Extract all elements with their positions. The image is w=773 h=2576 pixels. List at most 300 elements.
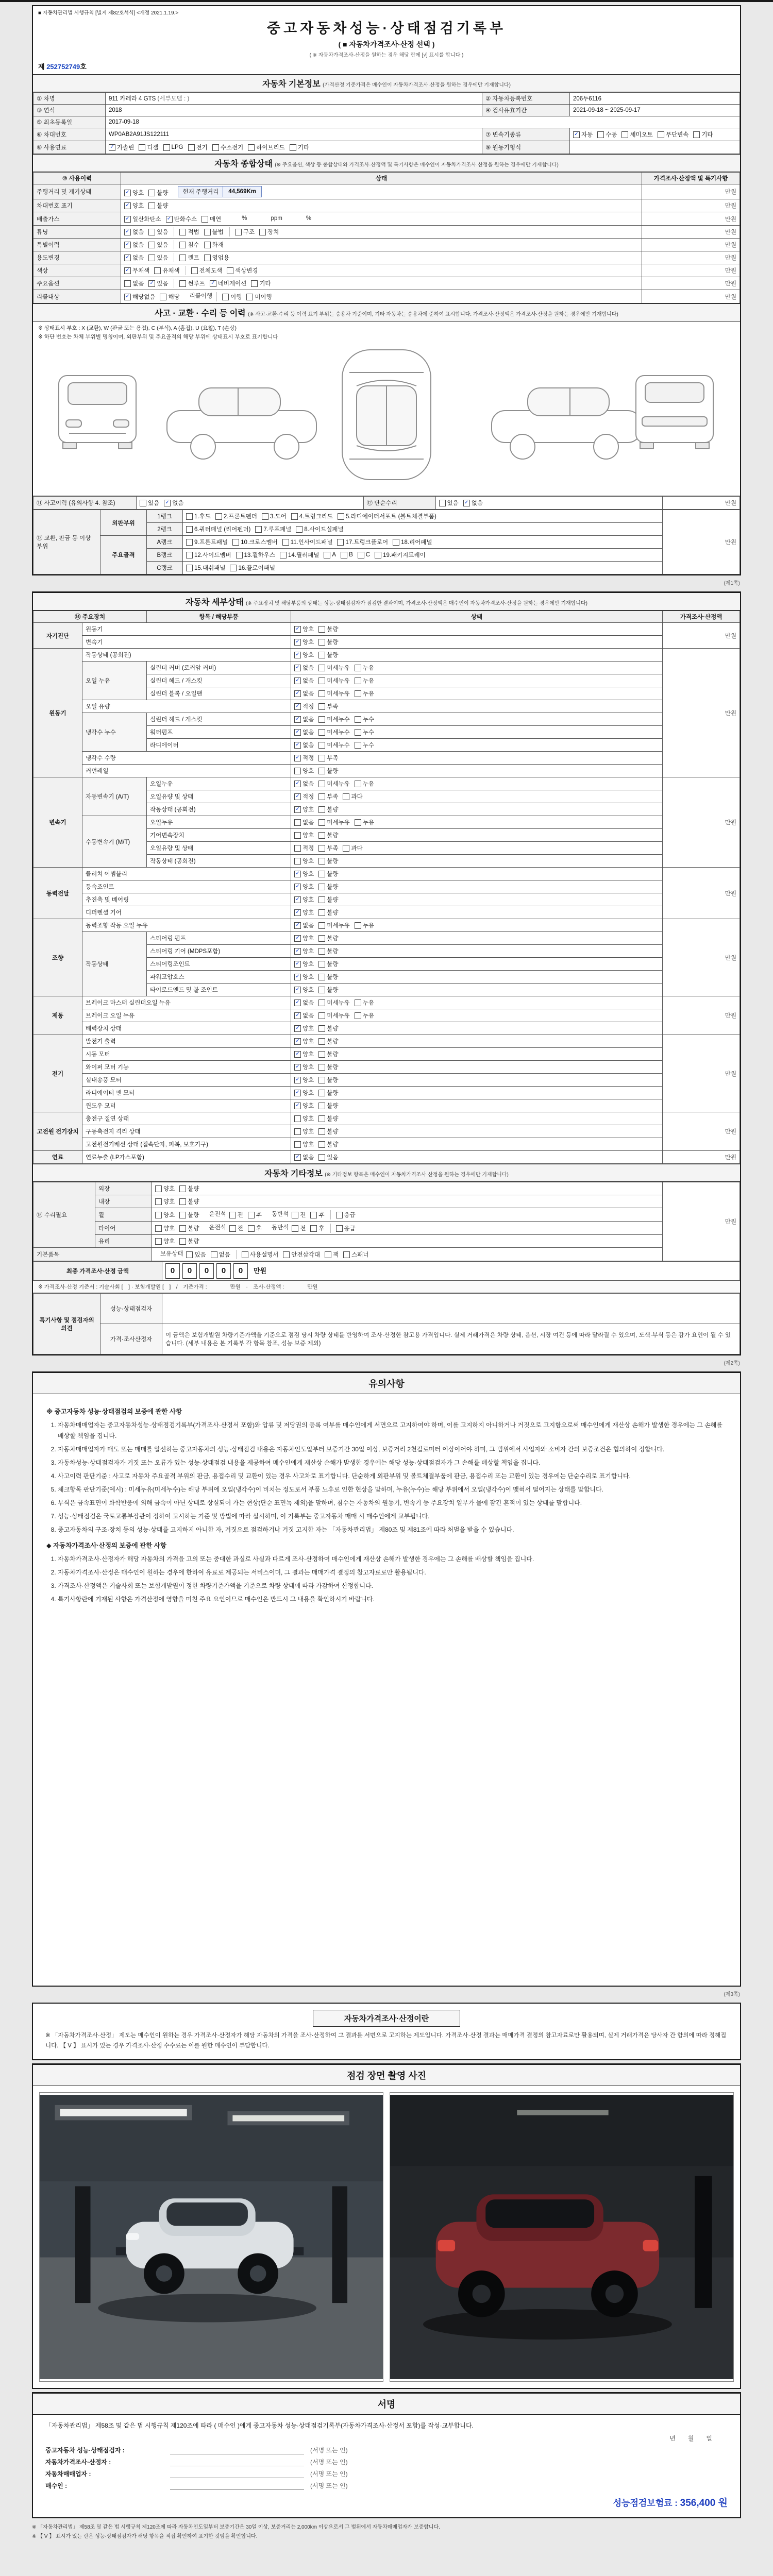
checkbox-불법[interactable] — [204, 228, 224, 236]
checkbox-해당없음[interactable] — [124, 293, 155, 301]
checkbox-전체도색[interactable] — [191, 266, 222, 275]
checkbox-색상변경[interactable] — [227, 266, 258, 275]
checkbox-이행[interactable] — [222, 293, 242, 301]
checkbox-6.쿼터패널 (리어펜더)[interactable] — [186, 525, 250, 533]
checkbox-유채색[interactable] — [154, 266, 179, 275]
checkbox-있음[interactable] — [140, 499, 159, 507]
checkbox-양호[interactable] — [294, 870, 314, 878]
checkbox-미세누유[interactable] — [318, 779, 349, 788]
checkbox-box-icon — [343, 845, 349, 852]
checkbox-양호[interactable] — [155, 1197, 175, 1206]
checkbox-기타[interactable] — [290, 143, 309, 151]
detail-row — [33, 1151, 740, 1164]
checkbox-양호[interactable] — [294, 947, 314, 955]
premium-value: 356,400 원 — [680, 2498, 728, 2509]
checkbox-불량[interactable] — [318, 1050, 338, 1058]
checkbox-불량[interactable] — [318, 908, 338, 917]
checkbox-기타[interactable] — [251, 279, 271, 287]
checkbox-양호[interactable] — [294, 1101, 314, 1110]
checkbox-box-icon — [439, 500, 446, 506]
checkbox-불량[interactable] — [148, 201, 168, 210]
checkbox-16.플로어패널[interactable] — [230, 564, 275, 572]
checkbox-수소전기[interactable] — [212, 143, 243, 151]
checkbox-box-icon — [355, 999, 361, 1006]
checkbox-불량[interactable] — [179, 1237, 199, 1245]
checkbox-미세누유[interactable] — [318, 664, 349, 672]
checkbox-장치[interactable] — [259, 228, 279, 236]
checkbox-불량[interactable] — [318, 960, 338, 968]
checkbox-부족[interactable] — [318, 844, 338, 852]
detail-row — [33, 1009, 740, 1022]
price-header: 가격조사·산정액 및 특기사항 — [642, 173, 740, 184]
checkbox-불량[interactable] — [179, 1197, 199, 1206]
checkbox-잭[interactable] — [325, 1250, 339, 1259]
checkbox-양호[interactable] — [294, 883, 314, 891]
checkbox-불량[interactable] — [318, 767, 338, 775]
checkbox-누유[interactable] — [355, 664, 374, 672]
checkbox-불량[interactable] — [318, 870, 338, 878]
checkbox-누수[interactable] — [355, 715, 374, 723]
checkbox-양호[interactable] — [294, 857, 314, 865]
checkbox-불량[interactable] — [179, 1184, 199, 1193]
checkbox-양호[interactable] — [294, 973, 314, 981]
checkbox-누유[interactable] — [355, 921, 374, 929]
checkbox-없음[interactable] — [294, 1153, 314, 1161]
checkbox-box-icon — [318, 703, 325, 710]
checkbox-양호[interactable] — [294, 831, 314, 839]
comprehensive-row — [33, 184, 740, 199]
checkbox-없음[interactable] — [124, 253, 144, 262]
checkbox-양호[interactable] — [294, 638, 314, 646]
checkbox-불량[interactable] — [318, 1114, 338, 1123]
checkbox-1.후드[interactable] — [186, 512, 211, 520]
checkbox-label: 불량 — [327, 987, 339, 993]
price-cell: 만원 — [642, 226, 740, 239]
checkbox-label: 불량 — [327, 807, 339, 813]
checkbox-전[interactable] — [292, 1224, 306, 1232]
checkbox-box-icon — [318, 935, 325, 942]
checkbox-12.사이드멤버[interactable] — [186, 551, 231, 559]
checkbox-14.필러패널[interactable] — [280, 551, 319, 559]
checkbox-없음[interactable] — [294, 728, 314, 736]
checkbox-13.휠하우스[interactable] — [236, 551, 275, 559]
detail-row — [33, 1074, 740, 1087]
checkbox-19.패키지트레이[interactable] — [375, 551, 426, 559]
checkbox-전[interactable] — [229, 1224, 243, 1232]
checkbox-불량[interactable] — [318, 1076, 338, 1084]
checkbox-누유[interactable] — [355, 689, 374, 698]
checkbox-전기[interactable] — [188, 143, 208, 151]
checkbox-label: 있음 — [157, 255, 169, 261]
checkbox-없음[interactable] — [294, 998, 314, 1007]
checkbox-양호[interactable] — [124, 201, 144, 210]
checkbox-label: 17.트렁크플로어 — [345, 539, 389, 546]
checkbox-구조[interactable] — [235, 228, 255, 236]
checkbox-불량[interactable] — [148, 189, 168, 197]
state-cell — [291, 1009, 663, 1022]
checkbox-적정[interactable] — [294, 702, 314, 710]
item-label: 냉각수 수량 — [82, 752, 291, 765]
checkbox-없음[interactable] — [463, 499, 483, 507]
checkbox-불량[interactable] — [318, 1089, 338, 1097]
checkbox-label: 미세누유 — [327, 781, 350, 787]
checkbox-box-icon — [179, 255, 186, 261]
checkbox-불량[interactable] — [318, 934, 338, 942]
checkbox-8.사이드실패널[interactable] — [296, 525, 343, 533]
checkbox-후[interactable] — [248, 1211, 262, 1219]
checkbox-영업용[interactable] — [204, 253, 229, 262]
checkbox-미세누수[interactable] — [318, 715, 349, 723]
checkbox-box-icon: ✓ — [124, 255, 131, 261]
checkbox-불량[interactable] — [318, 895, 338, 904]
checkbox-17.트렁크플로어[interactable] — [337, 538, 388, 546]
checkbox-없음[interactable] — [294, 818, 314, 826]
check-group — [229, 1224, 266, 1233]
checkbox-적정[interactable] — [294, 792, 314, 801]
checkbox-미세누유[interactable] — [318, 998, 349, 1007]
checkbox-양호[interactable] — [294, 908, 314, 917]
document-number — [38, 61, 735, 71]
checkbox-4.트렁크리드[interactable] — [291, 512, 333, 520]
checkbox-매연[interactable] — [201, 215, 221, 223]
checkbox-있음[interactable] — [439, 499, 459, 507]
checkbox-미세누유[interactable] — [318, 921, 349, 929]
checkbox-양호[interactable] — [294, 1050, 314, 1058]
checkbox-label: 4.트렁크리드 — [299, 514, 333, 520]
checkbox-없음[interactable] — [294, 676, 314, 685]
checkbox-box-icon — [186, 526, 193, 533]
checkbox-불량[interactable] — [318, 947, 338, 955]
signature-line[interactable] — [170, 2482, 304, 2490]
checkbox-불량[interactable] — [179, 1211, 199, 1219]
checkbox-사용설명서[interactable] — [242, 1250, 279, 1259]
state-cell — [291, 971, 663, 984]
checkbox-label: 양호 — [132, 190, 144, 196]
checkbox-부족[interactable] — [318, 754, 338, 762]
checkbox-A[interactable] — [324, 552, 336, 558]
rank-label: 1랭크 — [147, 510, 183, 523]
item-label: 스티어링 기어 (MDPS포함) — [147, 945, 291, 958]
comprehensive-header — [33, 154, 740, 172]
checkbox-10.크로스멤버[interactable] — [232, 538, 278, 546]
checkbox-불량[interactable] — [318, 1101, 338, 1110]
checkbox-불량[interactable] — [318, 1024, 338, 1032]
sub-device-label: 오일 누유 — [82, 662, 147, 700]
checkbox-가솔린[interactable] — [109, 143, 134, 151]
checkbox-누수[interactable] — [355, 741, 374, 749]
checkbox-양호[interactable] — [294, 1024, 314, 1032]
state-cell — [121, 290, 642, 303]
checkbox-후[interactable] — [248, 1224, 262, 1232]
checkbox-양호[interactable] — [294, 651, 314, 659]
checkbox-미세누유[interactable] — [318, 1011, 349, 1020]
item-label: 동력조향 작동 오일 누유 — [82, 919, 291, 932]
checkbox-있음[interactable] — [148, 241, 168, 249]
checkbox-양호[interactable] — [124, 189, 144, 197]
checkbox-label: 미세누수 — [327, 717, 350, 723]
checkbox-label: 13.휠하우스 — [244, 552, 275, 558]
car-name: 911 카레라 4 GTS — [109, 96, 156, 102]
checkbox-침수[interactable] — [179, 241, 199, 249]
checkbox-양호[interactable] — [294, 625, 314, 633]
checkbox-label: 미세누유 — [327, 923, 350, 929]
checkbox-양호[interactable] — [294, 1037, 314, 1045]
checkbox-탄화수소[interactable] — [166, 215, 197, 223]
checkbox-해당[interactable] — [160, 293, 179, 301]
checkbox-label: 양호 — [303, 897, 314, 903]
checkbox-과다[interactable] — [343, 792, 362, 801]
checkbox-불량[interactable] — [318, 857, 338, 865]
checkbox-18.리어패널[interactable] — [393, 538, 432, 546]
use-history-label: 용도변경 — [33, 251, 121, 264]
checkbox-label: 기타 — [701, 132, 713, 138]
checkbox-불량[interactable] — [318, 1127, 338, 1136]
check-group — [216, 292, 277, 301]
checkbox-양호[interactable] — [294, 960, 314, 968]
checkbox-있음[interactable] — [186, 1250, 206, 1259]
item-label: 기어변속장치 — [147, 829, 291, 842]
checkbox-기타[interactable] — [693, 130, 713, 139]
checkbox-미세누유[interactable] — [318, 676, 349, 685]
model-year-label: ③ 연식 — [33, 105, 106, 116]
checkbox-label: 이행 — [230, 294, 242, 300]
checkbox-디젤[interactable] — [139, 143, 158, 151]
checkbox-7.루프패널[interactable] — [255, 525, 291, 533]
doc-no-suffix: 호 — [80, 63, 87, 71]
zone-label: 주요골격 — [100, 536, 147, 574]
checkbox-box-icon: ✓ — [294, 922, 301, 929]
checkbox-없음[interactable] — [124, 279, 144, 287]
checkbox-적법[interactable] — [179, 228, 199, 236]
state-cell — [291, 662, 663, 674]
checkbox-없음[interactable] — [294, 921, 314, 929]
checkbox-불량[interactable] — [318, 831, 338, 839]
checkbox-없음[interactable] — [294, 779, 314, 788]
checkbox-box-icon — [155, 1212, 162, 1218]
checkbox-양호[interactable] — [294, 1140, 314, 1148]
checkbox-box-icon — [291, 513, 298, 520]
checkbox-불량[interactable] — [179, 1224, 199, 1232]
state-cell — [291, 816, 663, 829]
checkbox-15.대쉬패널[interactable] — [186, 564, 225, 572]
checkbox-일산화탄소[interactable] — [124, 215, 161, 223]
check-group — [174, 279, 275, 288]
checkbox-양호[interactable] — [294, 1063, 314, 1071]
checkbox-label: 불량 — [327, 652, 339, 658]
checkbox-응급[interactable] — [336, 1211, 356, 1219]
checkbox-있음[interactable] — [148, 253, 168, 262]
checkbox-box-icon: ✓ — [294, 871, 301, 877]
checkbox-미세누유[interactable] — [318, 818, 349, 826]
checkbox-후[interactable] — [310, 1211, 324, 1219]
checkbox-box-icon — [229, 1212, 236, 1218]
checkbox-box-icon — [318, 1141, 325, 1148]
checkbox-있음[interactable] — [148, 279, 168, 287]
state-cell — [121, 251, 642, 264]
checkbox-적정[interactable] — [294, 844, 314, 852]
signature-line[interactable] — [170, 2447, 304, 2454]
checkbox-썬루프[interactable] — [179, 279, 205, 287]
checkbox-안전삼각대[interactable] — [283, 1250, 320, 1259]
checkbox-없음[interactable] — [124, 228, 144, 236]
price-cell: 만원 — [642, 239, 740, 251]
checkbox-불량[interactable] — [318, 651, 338, 659]
checkbox-양호[interactable] — [294, 934, 314, 942]
checkbox-label: 불량 — [327, 639, 339, 646]
checkbox-없음[interactable] — [294, 715, 314, 723]
checkbox-미세누수[interactable] — [318, 728, 349, 736]
checkbox-label: 적정 — [303, 704, 314, 710]
checkbox-양호[interactable] — [294, 1076, 314, 1084]
price-cell: 만원 — [663, 649, 740, 777]
checkbox-양호[interactable] — [294, 1089, 314, 1097]
checkbox-label: 양호 — [303, 961, 314, 968]
item-label: 고전원전기배선 상태 (접속단자, 피복, 보호기구) — [82, 1138, 291, 1151]
checkbox-label: 19.패키지트레이 — [383, 552, 426, 558]
checkbox-누유[interactable] — [355, 818, 374, 826]
checkbox-3.도어[interactable] — [262, 512, 287, 520]
state-cell — [291, 765, 663, 777]
checkbox-없음[interactable] — [164, 499, 183, 507]
checkbox-box-icon — [139, 144, 145, 151]
checkbox-box-icon — [148, 202, 155, 209]
checkbox-box-icon — [318, 665, 325, 671]
check-group — [124, 266, 184, 275]
item-label: 실린더 블록 / 오일팬 — [147, 687, 291, 700]
checkbox-box-icon — [204, 255, 211, 261]
checkbox-2.프론트펜더[interactable] — [215, 512, 257, 520]
comprehensive-title: 자동차 종합상태 — [214, 160, 273, 168]
checkbox-box-icon: ✓ — [294, 652, 301, 658]
checkbox-누유[interactable] — [355, 998, 374, 1007]
misc-item-label: 내장 — [95, 1195, 152, 1208]
checkbox-label: 불량 — [327, 1103, 339, 1109]
checkbox-미이행[interactable] — [246, 293, 272, 301]
checkbox-불량[interactable] — [318, 973, 338, 981]
checkbox-label: 12.사이드멤버 — [194, 552, 231, 558]
checkbox-LPG[interactable] — [163, 144, 183, 151]
checkbox-불량[interactable] — [318, 1037, 338, 1045]
checkbox-불량[interactable] — [318, 986, 338, 994]
checkbox-누유[interactable] — [355, 779, 374, 788]
checkbox-불량[interactable] — [318, 805, 338, 814]
checkbox-box-icon — [294, 845, 301, 852]
checkbox-렌트[interactable] — [179, 253, 199, 262]
checkbox-label: 불량 — [157, 190, 169, 196]
price-cell: 만원 — [642, 277, 740, 290]
checkbox-box-icon — [336, 1212, 343, 1218]
checkbox-양호[interactable] — [155, 1184, 175, 1193]
checkbox-세미오토[interactable] — [621, 130, 652, 139]
checkbox-양호[interactable] — [294, 1127, 314, 1136]
checkbox-box-icon — [246, 294, 253, 300]
checkbox-부족[interactable] — [318, 792, 338, 801]
checkbox-하이브리드[interactable] — [248, 143, 285, 151]
signature-line[interactable] — [170, 2470, 304, 2478]
checkbox-미세누수[interactable] — [318, 741, 349, 749]
signature-suffix: (서명 또는 인) — [310, 2447, 348, 2454]
checkbox-누유[interactable] — [355, 676, 374, 685]
checkbox-누유[interactable] — [355, 1011, 374, 1020]
checkbox-양호[interactable] — [155, 1211, 175, 1219]
checkbox-없음[interactable] — [124, 241, 144, 249]
use-history-label: 리콜대상 — [33, 290, 121, 303]
checkbox-box-icon — [355, 1012, 361, 1019]
checkbox-전[interactable] — [292, 1211, 306, 1219]
checkbox-불량[interactable] — [318, 1140, 338, 1148]
opinion-row — [33, 1324, 740, 1354]
checkbox-불량[interactable] — [318, 883, 338, 891]
checkbox-네비게이션[interactable] — [210, 279, 247, 287]
amount-digit: 0 — [216, 1263, 231, 1279]
checkbox-9.프론트패널[interactable] — [186, 538, 228, 546]
checkbox-수동[interactable] — [597, 130, 617, 139]
checkbox-box-icon — [148, 242, 155, 248]
checkbox-C[interactable] — [358, 552, 370, 558]
checkbox-없음[interactable] — [294, 664, 314, 672]
checkbox-양호[interactable] — [155, 1237, 175, 1245]
checkbox-B[interactable] — [341, 552, 353, 558]
checkbox-부족[interactable] — [318, 702, 338, 710]
checkbox-스패너[interactable] — [343, 1250, 368, 1259]
checkbox-불량[interactable] — [318, 1063, 338, 1071]
checkbox-무채색[interactable] — [124, 266, 149, 275]
checkbox-box-icon — [318, 1051, 325, 1058]
state-cell — [121, 184, 642, 199]
checkbox-11.인사이드패널[interactable] — [282, 538, 333, 546]
checkbox-양호[interactable] — [294, 986, 314, 994]
checkbox-label: 양호 — [303, 833, 314, 839]
checkbox-label: 과다 — [351, 794, 363, 800]
checkbox-미세누유[interactable] — [318, 689, 349, 698]
checkbox-불량[interactable] — [318, 625, 338, 633]
checkbox-있음[interactable] — [318, 1153, 338, 1161]
checkbox-box-icon: ✓ — [124, 294, 131, 300]
checkbox-무단변속[interactable] — [658, 130, 688, 139]
checkbox-누수[interactable] — [355, 728, 374, 736]
checkbox-label: 스패너 — [351, 1252, 369, 1258]
checkbox-후[interactable] — [310, 1224, 324, 1232]
checkbox-label: 3.도어 — [270, 514, 287, 520]
detail-row — [33, 662, 740, 674]
checkbox-양호[interactable] — [294, 805, 314, 814]
checkbox-양호[interactable] — [294, 767, 314, 775]
checkbox-불량[interactable] — [318, 638, 338, 646]
checkbox-없음[interactable] — [294, 689, 314, 698]
signature-line[interactable] — [170, 2459, 304, 2466]
checkbox-응급[interactable] — [336, 1224, 356, 1232]
state-cell — [291, 803, 663, 816]
checkbox-box-icon — [318, 871, 325, 877]
checkbox-화재[interactable] — [204, 241, 224, 249]
checkbox-5.라디에이터서포트 (볼트체결부품)[interactable] — [338, 512, 436, 520]
checkbox-있음[interactable] — [148, 228, 168, 236]
checkbox-적정[interactable] — [294, 754, 314, 762]
checkbox-자동[interactable] — [573, 130, 593, 139]
notice-item: 3. 자동차성능·상태점검자가 거짓 또는 오류가 있는 성능·상태점검 내용을 제공하여 매수인에게 재산상 손해가 발생한 경우에는 해당 성능·상태점검자가 그 손해를 배상할 책임을 집니다. — [58, 1458, 727, 1468]
checkbox-label: 부족 — [327, 794, 339, 800]
checkbox-과다[interactable] — [343, 844, 362, 852]
checkbox-양호[interactable] — [294, 1114, 314, 1123]
checkbox-양호[interactable] — [155, 1224, 175, 1232]
signature-title: 서명 — [33, 2393, 740, 2415]
checkbox-양호[interactable] — [294, 895, 314, 904]
checkbox-없음[interactable] — [294, 741, 314, 749]
checkbox-전[interactable] — [229, 1211, 243, 1219]
checkbox-없음[interactable] — [211, 1250, 230, 1259]
checkbox-없음[interactable] — [294, 1011, 314, 1020]
rank-row — [33, 510, 740, 523]
